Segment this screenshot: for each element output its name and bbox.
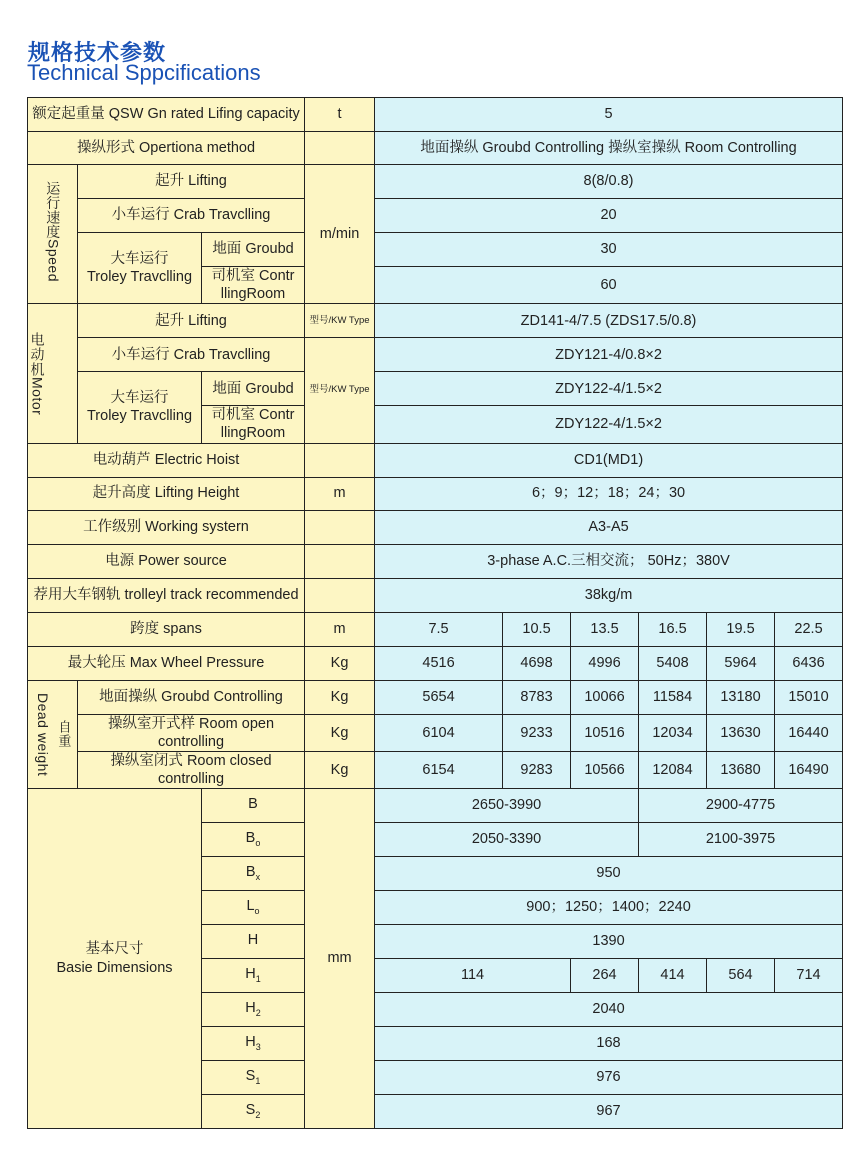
working-value: A3-A5: [375, 510, 843, 544]
power-label: 电源 Power source: [28, 544, 305, 578]
spans-value: 22.5: [775, 612, 843, 646]
dead-closed-value: 16490: [775, 751, 843, 788]
dim-symbol: H: [202, 925, 305, 959]
dim-value: 168: [375, 1027, 843, 1061]
wheel-unit: Kg: [305, 646, 375, 680]
dead-ground-value: 15010: [775, 680, 843, 714]
table-row: [28, 338, 843, 372]
hoist-unit: [305, 443, 375, 477]
table-row: [28, 510, 843, 544]
spans-value: 7.5: [375, 612, 503, 646]
page-title-en: Technical Sppcifications: [27, 60, 261, 85]
motor-unit-1: 型号/KW Type: [305, 304, 375, 338]
speed-trolley-label-en: Troley Travclling: [86, 269, 193, 286]
motor-group-en: Motor: [29, 376, 46, 416]
dead-open-value: 9233: [503, 714, 571, 751]
speed-lifting-value: 8(8/0.8): [375, 165, 843, 199]
dim-value: 564: [707, 959, 775, 993]
table-row: [28, 714, 843, 751]
dim-symbol: $S_2$: [202, 1095, 305, 1129]
dim-symbol: $H_1$: [202, 959, 305, 993]
dead-open-value: 13630: [707, 714, 775, 751]
wheel-value: 4698: [503, 646, 571, 680]
dim-symbol: $H_2$: [202, 993, 305, 1027]
dim-symbol: $B_x$: [202, 857, 305, 891]
wheel-value: 5408: [639, 646, 707, 680]
track-value: 38kg/m: [375, 578, 843, 612]
dead-open-value: 16440: [775, 714, 843, 751]
dead-closed-value: 12084: [639, 751, 707, 788]
dead-open-unit: Kg: [305, 714, 375, 751]
table-row: [28, 98, 843, 132]
motor-ground-value: ZDY122-4/1.5×2: [375, 372, 843, 406]
spec-table: [27, 97, 843, 1129]
table-row: [28, 132, 843, 165]
wheel-label: 最大轮压 Max Wheel Pressure: [28, 646, 305, 680]
hoist-value: CD1(MD1): [375, 443, 843, 477]
motor-ground-label: 地面 Groubd: [202, 372, 305, 406]
motor-room-label: 司机室 Contr llingRoom: [202, 406, 305, 443]
spans-label: 跨度 spans: [28, 612, 305, 646]
dims-label-cn: 基本尺寸: [85, 941, 144, 958]
dead-open-value: 10516: [571, 714, 639, 751]
method-unit: [305, 132, 375, 165]
speed-group-label: 运行速度Speed: [28, 165, 78, 304]
speed-room-label: 司机室 Contr llingRoom: [202, 267, 305, 304]
dead-ground-value: 13180: [707, 680, 775, 714]
dead-ground-value: 10066: [571, 680, 639, 714]
wheel-value: 4516: [375, 646, 503, 680]
speed-trolley-label: [78, 233, 202, 304]
dim-symbol: B: [202, 789, 305, 823]
dims-label-en: Basie Dimensions: [56, 959, 173, 976]
dead-closed-value: 9283: [503, 751, 571, 788]
table-row: [28, 199, 843, 233]
track-unit: [305, 578, 375, 612]
dead-group-label: [28, 680, 78, 789]
table-row: [28, 477, 843, 510]
dim-value: 2100-3975: [639, 823, 843, 857]
table-row: [28, 578, 843, 612]
table-row: [28, 233, 843, 267]
speed-ground-label: 地面 Groubd: [202, 233, 305, 267]
dims-label: [28, 789, 202, 1129]
speed-unit: m/min: [305, 165, 375, 304]
dim-value: 2040: [375, 993, 843, 1027]
dead-open-value: 6104: [375, 714, 503, 751]
capacity-label: 额定起重量 QSW Gn rated Lifing capacity: [28, 98, 305, 132]
speed-trolley-label-cn: 大车运行: [110, 251, 169, 267]
speed-room-value: 60: [375, 267, 843, 304]
table-row: [28, 680, 843, 714]
dim-value: 414: [639, 959, 707, 993]
method-label: 操纵形式 Opertiona method: [28, 132, 305, 165]
dim-value: 2650-3990: [375, 789, 639, 823]
motor-unit-2: 型号/KW Type: [305, 338, 375, 443]
height-value: 6；9；12；18；24；30: [375, 477, 843, 510]
dead-ground-unit: Kg: [305, 680, 375, 714]
spans-value: 19.5: [707, 612, 775, 646]
dim-value: 900；1250；1400；2240: [375, 891, 843, 925]
working-unit: [305, 510, 375, 544]
wheel-value: 6436: [775, 646, 843, 680]
table-row: [28, 646, 843, 680]
table-row: [28, 612, 843, 646]
dim-value: 264: [571, 959, 639, 993]
dim-value: 714: [775, 959, 843, 993]
speed-crab-value: 20: [375, 199, 843, 233]
height-label: 起升高度 Lifting Height: [28, 477, 305, 510]
spans-value: 13.5: [571, 612, 639, 646]
power-value: 3-phase A.C.三相交流； 50Hz；380V: [375, 544, 843, 578]
dim-value: 114: [375, 959, 571, 993]
speed-crab-label: 小车运行 Crab Travclling: [78, 199, 305, 233]
wheel-value: 5964: [707, 646, 775, 680]
motor-group-cn: 电动机: [29, 331, 46, 377]
spans-unit: m: [305, 612, 375, 646]
table-row: [28, 372, 843, 406]
dim-value: 2050-3390: [375, 823, 639, 857]
dead-ground-value: 5654: [375, 680, 503, 714]
spans-value: 16.5: [639, 612, 707, 646]
table-row: [28, 443, 843, 477]
dims-unit: mm: [305, 789, 375, 1129]
dead-closed-unit: Kg: [305, 751, 375, 788]
dead-closed-label: 操纵室闭式 Room closed controlling: [78, 751, 305, 788]
dim-value: 950: [375, 857, 843, 891]
motor-trolley-label-en: Troley Travclling: [86, 408, 193, 425]
speed-lifting-label: 起升 Lifting: [78, 165, 305, 199]
dead-group-en: Dead weight: [35, 692, 52, 776]
page-title-cn: 规格技术参数: [28, 41, 167, 66]
spans-value: 10.5: [503, 612, 571, 646]
dead-ground-value: 8783: [503, 680, 571, 714]
dim-symbol: $S_1$: [202, 1061, 305, 1095]
table-row: [28, 789, 843, 823]
dim-value: 967: [375, 1095, 843, 1129]
table-row: [28, 304, 843, 338]
dim-value: 976: [375, 1061, 843, 1095]
speed-ground-value: 30: [375, 233, 843, 267]
dim-value: 2900-4775: [639, 789, 843, 823]
dim-value: 1390: [375, 925, 843, 959]
dim-symbol: $L_o$: [202, 891, 305, 925]
motor-room-value: ZDY122-4/1.5×2: [375, 406, 843, 443]
hoist-label: 电动葫芦 Electric Hoist: [28, 443, 305, 477]
dead-closed-value: 10566: [571, 751, 639, 788]
working-label: 工作级别 Working systern: [28, 510, 305, 544]
dead-open-value: 12034: [639, 714, 707, 751]
motor-crab-value: ZDY121-4/0.8×2: [375, 338, 843, 372]
height-unit: m: [305, 477, 375, 510]
capacity-unit: t: [305, 98, 375, 132]
dead-closed-value: 6154: [375, 751, 503, 788]
table-row: [28, 751, 843, 788]
motor-lifting-label: 起升 Lifting: [78, 304, 305, 338]
dead-open-label: 操纵室开式样 Room open controlling: [78, 714, 305, 751]
method-value: 地面操纵 Groubd Controlling 操纵室操纵 Room Controlling: [375, 132, 843, 165]
table-row: [28, 544, 843, 578]
dim-symbol: $B_o$: [202, 823, 305, 857]
track-label: 荐用大车钢轨 trolleyl track recommended: [28, 578, 305, 612]
dim-symbol: $H_3$: [202, 1027, 305, 1061]
motor-trolley-label: [78, 372, 202, 443]
motor-group-label: [28, 304, 78, 443]
dead-ground-value: 11584: [639, 680, 707, 714]
dead-ground-label: 地面操纵 Groubd Controlling: [78, 680, 305, 714]
dead-group-cn: 自重: [56, 720, 72, 749]
power-unit: [305, 544, 375, 578]
motor-crab-label: 小车运行 Crab Travclling: [78, 338, 305, 372]
capacity-value: 5: [375, 98, 843, 132]
table-row: [28, 165, 843, 199]
motor-trolley-label-cn: 大车运行: [110, 390, 169, 407]
wheel-value: 4996: [571, 646, 639, 680]
dead-closed-value: 13680: [707, 751, 775, 788]
motor-lifting-value: ZD141-4/7.5 (ZDS17.5/0.8): [375, 304, 843, 338]
